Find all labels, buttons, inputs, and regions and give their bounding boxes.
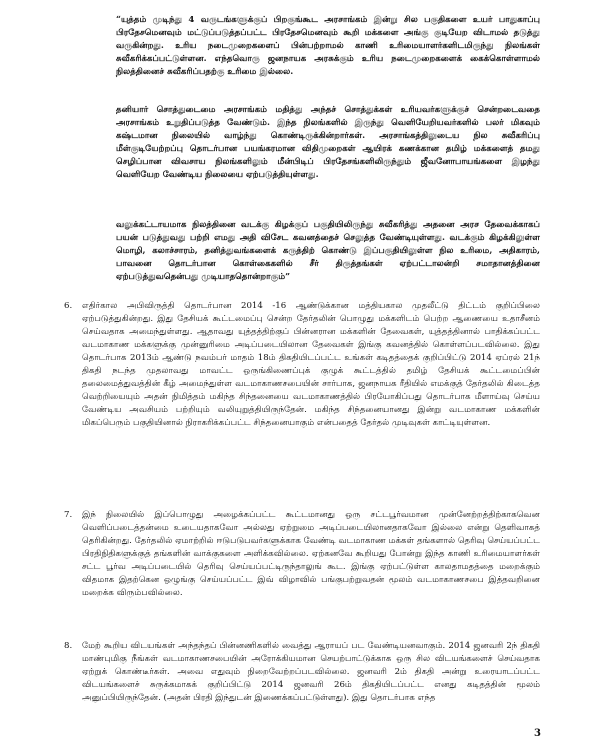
numbered-paragraph-8	[64, 640, 540, 705]
paragraph-number: 7.	[64, 510, 73, 520]
quote-paragraph-2: தனியார் சொத்துடைமை அரசாங்கம் மதித்து அந்தச் சொத்துக்கள் உரியவர்களுக்குச் சென்றடைவதை அரசாங்கம் உறுதிப்படுத்த வேண்டும். இந்த நிலங்களில் இருந்து வெளியேறியவர்களில் பலர் மிகவும் கஷ்டமான நிலையில் வாழ்ந்து கொண்டிருக்கின்றார்கள். அரசாங்கத்திலுடைய நில சுவீகரிப்பு மீள்குடியேற்றப்பு தொடர்பான பயங்கரமான விதிமுறைகள் ஆயிரக் கணக்கான தமிழ் மக்களைத் தமது செழிப்பான விவசாய நிலங்களிலும் மீன்பிடிப் பிரதேசங்களிலிருந்தும் ஜீவனோபாயங்களை இழந்து வெளியேற வேண்டிய நிலையை ஏற்படுத்தியுள்ளது.	[116, 105, 540, 180]
page-number: 3	[534, 728, 541, 739]
numbered-paragraph-7	[64, 509, 540, 600]
paragraph-text: இந் நிலையில் இப்பொழுது அழைக்கப்பட்ட கூட்டமானது ஒரு சட்டபூர்வமான முன்னேற்றத்திற்காகவென வெளிப்படைத்தன்மை உடையதாகவோ அல்லது ஏற்றுமை அடிப்படையிலானதாகவோ இல்லை என்று தெளிவாகத் தெரிகின்றது. தேர்தலில் ஏமாற்றில் ஈடுபடுபவர்களுக்காக வேண்டி வடமாகாண மக்கள் தங்களால் தெரிவு செய்யப்பட்ட பிரதிநிதிகளுக்குத் தங்களின் வாக்குகளை அளிக்கவில்லை. ஏற்கனவே கூறியது போன்று இந்த காணி உரிமையாளர்கள் சட்ட பூர்வ அடிப்படையில் தெரிவு செய்யப்பட்டிருந்தாலுங் கூட. இங்கு ஏற்பட்டுள்ள காலதாமதத்தை மறைக்கும் விதமாக இதற்கென ஒழுங்கு செய்யப்பட்ட இவ் விழாவில் பங்குபற்றுவதன் மூலம் வடமாகாணசபை இத்தவறினை மறைக்க விரும்பவில்லை.	[82, 510, 540, 598]
paragraph-number: 6.	[64, 301, 73, 311]
numbered-paragraph-6	[64, 300, 540, 430]
paragraph-text: எதிர்கால அபிவிருத்தி தொடர்பான 2014 -16 ஆண்டுக்கான மத்தியகால முதலீட்டு திட்டம் குறிப்பிலை ஏற்படுத்துகின்றது. இது தேசியக் கூட்டமைப்பு சென்ற தேர்தலின் பொழுது மக்களிடம் பெற்ற ஆணையை உதாசீனம் செய்வதாக அமைந்துள்ளது. ஆதாவது யுத்தத்திற்குப் பின்னரான மக்களின் தேவைகள், யுத்தத்தினால் பாதிக்கப்பட்ட வடமாகாண மக்களுக்கு முன்னுரிமை அடிப்படையிலான தேவைகள் இங்கு கவனத்தில் கொள்ளப்படவில்லை. இது தொடர்பாக 2013ம் ஆண்டு நவம்பர் மாதம் 18ம் திகதியிடப்பட்ட உங்கள் கடிதத்தைக் குறிப்பிட்டு 2014 ஏப்ரல் 21ந் திகதி நடந்த முதலாவது மாவட்ட ஒருங்கிணைப்புக் குழுக் கூட்டத்தில் தமிழ் தேசியக் கூட்டமைப்பின் தலைமைத்துவத்தின் கீழ் அமைந்துள்ள வடமாகாணசபையின் சார்பாக, ஜனநாயக ரீதியில் எமக்குத் தேர்தலில் கிடைத்த வெற்றியையும் அதன் நிமித்தம் மகிந்த சிந்தனையை வடமாகாணத்தில் பிரயோகிப்பது தொடர்பாக மீளாய்வு செய்ய வேண்டிய அவசியம் பற்றியும் வலியுறுத்தியிருந்தேன். மகிந்த சிந்தனையானது இன்று வடமாகாண மக்களின் மிகப்பெரும் பகுதியினால் நிராகரிக்கப்பட்ட சிந்தனையாகும் என்பதைத் தேர்தல் முடிவுகள் காட்டியுள்ளன.	[82, 301, 540, 428]
paragraph-number: 8.	[64, 641, 73, 651]
paragraph-text: மேற் கூறிய விடயங்கள் அந்தந்தப் பின்னணிகளில் வைத்து ஆராயப் பட வேண்டியனவாகும். 2014 ஜனவரி 2ந் திகதி மாண்புமிகு நீங்கள் வடமாகாணசபையின் அரோக்கியமான செயற்பாட்டுக்காக ஒரு சில விடயங்களைச் செய்வதாக ஏற்றுக் கொண்டீர்கள். அவை எதுவும் நிறைவேற்றப்படவில்லை. ஜனவரி 2ம் திகதி அன்று உரையாடப்பட்ட விடயங்களைச் சுருக்கமாகக் குறிப்பிட்டு 2014 ஜனவரி 26ம் திகதியிடப்பட்ட எனது கடிதத்தின் மூலம் அனுப்பியிருந்தேன். (அதன் பிரதி இந்துடன் இணைக்கப்பட்டுள்ளது). இது தொடர்பாக எந்த	[82, 641, 540, 703]
quote-paragraph-1: “யுத்தம் முடிந்து 4 வருடங்களுக்குப் பிறகுங்கூட அரசாங்கம் இன்று சில பகுதிகளை உயர் பாதுகாப்பு பிரதேசமெனவும் மட்டுப்படுத்தப்பட்ட பிரதேசமெனவும் கூறி மக்களை அங்கு குடியேற விடாமல் தடுத்து வருகின்றது. உரிய நடைமுறைகளைப் பின்பற்றாமல் காணி உரிமையாளர்களிடமிருந்து நிலங்கள் சுவீகரிக்கப்பட்டுள்ளன. எந்தவொரு ஜனநாயக அரசுக்கும் உரிய நடைமுறைகளைக் கைக்கொள்ளாமல் நிலத்தினைச் சுவீகரிப்பதற்கு உரிமை இல்லை.	[116, 15, 540, 77]
quote-paragraph-3: வலுக்கட்டாயமாக நிலத்தினை வடக்கு கிழக்குப் பகுதியிலிருந்து சுவீகரித்து அதனை அரச தேவைக்காகப் பயன் படுத்துவது பற்றி எமது அதி விசேட கவனத்தைச் செலுத்த வேண்டியுள்ளது. வடக்கும் கிழக்கிலுள்ள மொழி, கலாச்சாரம், தனித்துவங்களைக் கருத்திற் கொண்டு இப்பகுதியிலுள்ள நில உரிமை, அதிகாரம், பாவனை தொடர்பான கொள்கைகளில் சீர் திருத்தங்கள் ஏற்பட்டாலன்றி சமாதானத்தினை ஏற்படுத்துவதென்பது முடியாததொன்றாகும்”	[116, 220, 540, 282]
